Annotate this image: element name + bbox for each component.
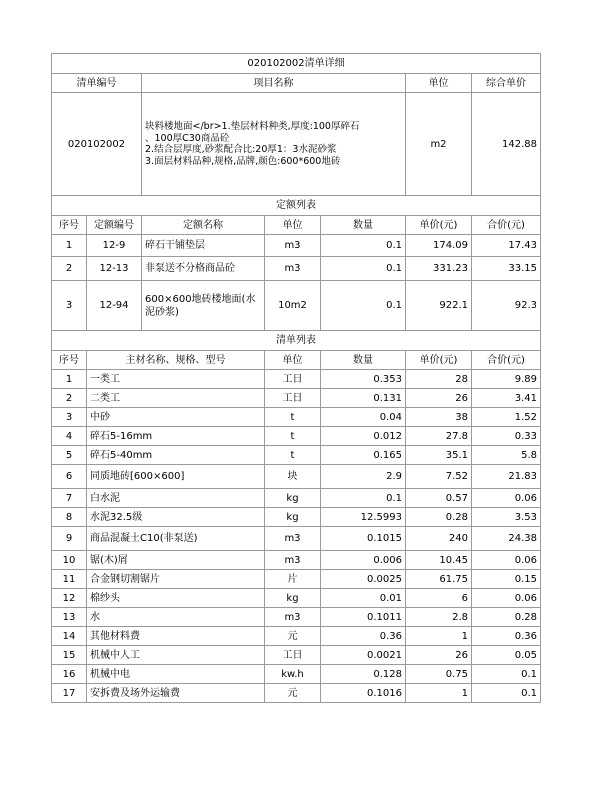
material-name: 安拆费及场外运输费 — [87, 684, 265, 703]
quota-code: 12-13 — [87, 257, 142, 281]
quota-qty: 0.1 — [321, 257, 406, 281]
quota-total: 92.3 — [472, 281, 541, 331]
material-no: 16 — [52, 665, 87, 684]
material-row — [52, 551, 541, 570]
material-qty: 0.1015 — [321, 527, 406, 551]
material-unit: kw.h — [265, 665, 321, 684]
material-price: 240 — [406, 527, 472, 551]
material-total: 3.41 — [472, 389, 541, 408]
quota-header-name: 定额名称 — [142, 216, 265, 235]
material-qty: 0.006 — [321, 551, 406, 570]
quota-name: 非泵送不分格商品砼 — [142, 257, 265, 281]
material-price: 2.8 — [406, 608, 472, 627]
header-unit: 单位 — [406, 74, 472, 93]
material-name: 碎石5-16mm — [87, 427, 265, 446]
materials-header-qty: 数量 — [321, 351, 406, 370]
material-qty: 0.01 — [321, 589, 406, 608]
material-price: 10.45 — [406, 551, 472, 570]
material-no: 15 — [52, 646, 87, 665]
quota-code: 12-9 — [87, 235, 142, 257]
material-price: 28 — [406, 370, 472, 389]
material-price: 0.57 — [406, 489, 472, 508]
quota-section-title: 定额列表 — [52, 196, 541, 216]
material-row — [52, 570, 541, 589]
material-no: 9 — [52, 527, 87, 551]
quota-qty: 0.1 — [321, 235, 406, 257]
material-row — [52, 665, 541, 684]
material-row — [52, 370, 541, 389]
material-price: 0.28 — [406, 508, 472, 527]
material-total: 3.53 — [472, 508, 541, 527]
description-line: 、100厚C30商品砼 — [145, 132, 230, 144]
material-unit: m3 — [265, 608, 321, 627]
material-qty: 0.1011 — [321, 608, 406, 627]
material-name: 水泥32.5级 — [87, 508, 265, 527]
material-name: 二类工 — [87, 389, 265, 408]
material-total: 24.38 — [472, 527, 541, 551]
material-row — [52, 489, 541, 508]
material-unit: kg — [265, 489, 321, 508]
material-row — [52, 627, 541, 646]
material-no: 6 — [52, 465, 87, 489]
material-name: 机械中电 — [87, 665, 265, 684]
quota-header-no: 序号 — [52, 216, 87, 235]
quota-row — [52, 281, 541, 331]
material-total: 0.15 — [472, 570, 541, 589]
material-row — [52, 684, 541, 703]
quota-header-price: 单价(元) — [406, 216, 472, 235]
summary-unit: m2 — [406, 93, 472, 196]
material-no: 3 — [52, 408, 87, 427]
description-line: 块料楼地面</br>1.垫层材料种类,厚度:100厚碎石 — [145, 121, 360, 132]
material-no: 7 — [52, 489, 87, 508]
material-price: 1 — [406, 627, 472, 646]
material-name: 碎石5-40mm — [87, 446, 265, 465]
material-row — [52, 427, 541, 446]
material-unit: kg — [265, 508, 321, 527]
material-qty: 0.04 — [321, 408, 406, 427]
material-price: 6 — [406, 589, 472, 608]
material-name: 水 — [87, 608, 265, 627]
material-name: 其他材料费 — [87, 627, 265, 646]
material-name: 商品混凝土C10(非泵送) — [87, 527, 265, 551]
material-row — [52, 465, 541, 489]
material-price: 0.75 — [406, 665, 472, 684]
material-price: 1 — [406, 684, 472, 703]
description-line: 3.面层材料品种,规格,品牌,颜色:600*600地砖 — [145, 155, 341, 167]
quota-unit: m3 — [265, 257, 321, 281]
material-qty: 0.165 — [321, 446, 406, 465]
material-no: 8 — [52, 508, 87, 527]
detail-table — [51, 53, 541, 703]
quota-total: 33.15 — [472, 257, 541, 281]
material-qty: 12.5993 — [321, 508, 406, 527]
material-price: 26 — [406, 389, 472, 408]
materials-header-no: 序号 — [52, 351, 87, 370]
material-no: 14 — [52, 627, 87, 646]
material-unit: t — [265, 408, 321, 427]
material-unit: kg — [265, 589, 321, 608]
material-qty: 2.9 — [321, 465, 406, 489]
material-total: 0.28 — [472, 608, 541, 627]
material-price: 38 — [406, 408, 472, 427]
material-price: 7.52 — [406, 465, 472, 489]
material-unit: 片 — [265, 570, 321, 589]
material-name: 棉纱头 — [87, 589, 265, 608]
material-row — [52, 508, 541, 527]
material-no: 12 — [52, 589, 87, 608]
quota-header-total: 合价(元) — [472, 216, 541, 235]
header-item-name: 项目名称 — [142, 74, 406, 93]
quota-header-unit: 单位 — [265, 216, 321, 235]
sheet-title: 020102002清单详细 — [52, 54, 541, 74]
quota-qty: 0.1 — [321, 281, 406, 331]
quota-header-code: 定额编号 — [87, 216, 142, 235]
material-price: 61.75 — [406, 570, 472, 589]
material-no: 5 — [52, 446, 87, 465]
material-unit: t — [265, 446, 321, 465]
material-no: 13 — [52, 608, 87, 627]
material-price: 27.8 — [406, 427, 472, 446]
quota-name: 600×600地砖楼地面(水泥砂浆) — [142, 281, 265, 331]
material-total: 5.8 — [472, 446, 541, 465]
material-qty: 0.0025 — [321, 570, 406, 589]
material-price: 35.1 — [406, 446, 472, 465]
quota-no: 3 — [52, 281, 87, 331]
quota-price: 922.1 — [406, 281, 472, 331]
material-row — [52, 389, 541, 408]
material-no: 17 — [52, 684, 87, 703]
material-total: 0.06 — [472, 489, 541, 508]
material-total: 1.52 — [472, 408, 541, 427]
quota-name: 碎石干铺垫层 — [142, 235, 265, 257]
material-unit: 工日 — [265, 646, 321, 665]
material-name: 白水泥 — [87, 489, 265, 508]
materials-header-unit: 单位 — [265, 351, 321, 370]
material-qty: 0.353 — [321, 370, 406, 389]
detail-sheet — [51, 53, 540, 703]
material-qty: 0.0021 — [321, 646, 406, 665]
quota-header-qty: 数量 — [321, 216, 406, 235]
quota-code: 12-94 — [87, 281, 142, 331]
material-no: 2 — [52, 389, 87, 408]
material-total: 0.1 — [472, 684, 541, 703]
material-price: 26 — [406, 646, 472, 665]
material-no: 10 — [52, 551, 87, 570]
material-qty: 0.131 — [321, 389, 406, 408]
quota-unit: 10m2 — [265, 281, 321, 331]
material-no: 1 — [52, 370, 87, 389]
materials-section-title: 清单列表 — [52, 331, 541, 351]
material-unit: m3 — [265, 551, 321, 570]
material-unit: 块 — [265, 465, 321, 489]
material-total: 0.06 — [472, 551, 541, 570]
material-row — [52, 527, 541, 551]
material-name: 机械中人工 — [87, 646, 265, 665]
material-unit: 元 — [265, 684, 321, 703]
quota-no: 2 — [52, 257, 87, 281]
quota-unit: m3 — [265, 235, 321, 257]
material-row — [52, 408, 541, 427]
summary-price: 142.88 — [472, 93, 541, 196]
material-qty: 0.1016 — [321, 684, 406, 703]
material-total: 0.1 — [472, 665, 541, 684]
quota-price: 174.09 — [406, 235, 472, 257]
material-no: 4 — [52, 427, 87, 446]
header-code: 清单编号 — [52, 74, 142, 93]
description-line: 2.结合层厚度,砂浆配合比:20厚1：3水泥砂浆 — [145, 144, 337, 155]
material-qty: 0.012 — [321, 427, 406, 446]
material-total: 0.06 — [472, 589, 541, 608]
material-row — [52, 646, 541, 665]
quota-row — [52, 235, 541, 257]
material-name: 中砂 — [87, 408, 265, 427]
material-total: 9.89 — [472, 370, 541, 389]
material-unit: t — [265, 427, 321, 446]
materials-header-name: 主材名称、规格、型号 — [87, 351, 265, 370]
material-name: 一类工 — [87, 370, 265, 389]
material-name: 锯(木)屑 — [87, 551, 265, 570]
material-name: 同质地砖[600×600] — [87, 465, 265, 489]
quota-total: 17.43 — [472, 235, 541, 257]
material-unit: 工日 — [265, 389, 321, 408]
material-no: 11 — [52, 570, 87, 589]
materials-header-price: 单价(元) — [406, 351, 472, 370]
material-row — [52, 608, 541, 627]
quota-row — [52, 257, 541, 281]
material-name: 合金钢切割锯片 — [87, 570, 265, 589]
material-total: 0.36 — [472, 627, 541, 646]
material-row — [52, 589, 541, 608]
quota-no: 1 — [52, 235, 87, 257]
summary-code: 020102002 — [52, 93, 142, 196]
materials-header-total: 合价(元) — [472, 351, 541, 370]
material-unit: m3 — [265, 527, 321, 551]
summary-description — [142, 93, 406, 196]
material-total: 0.33 — [472, 427, 541, 446]
material-row — [52, 446, 541, 465]
material-qty: 0.1 — [321, 489, 406, 508]
header-unit-price: 综合单价 — [472, 74, 541, 93]
material-unit: 工日 — [265, 370, 321, 389]
material-qty: 0.36 — [321, 627, 406, 646]
material-unit: 元 — [265, 627, 321, 646]
material-qty: 0.128 — [321, 665, 406, 684]
quota-price: 331.23 — [406, 257, 472, 281]
material-total: 0.05 — [472, 646, 541, 665]
material-total: 21.83 — [472, 465, 541, 489]
